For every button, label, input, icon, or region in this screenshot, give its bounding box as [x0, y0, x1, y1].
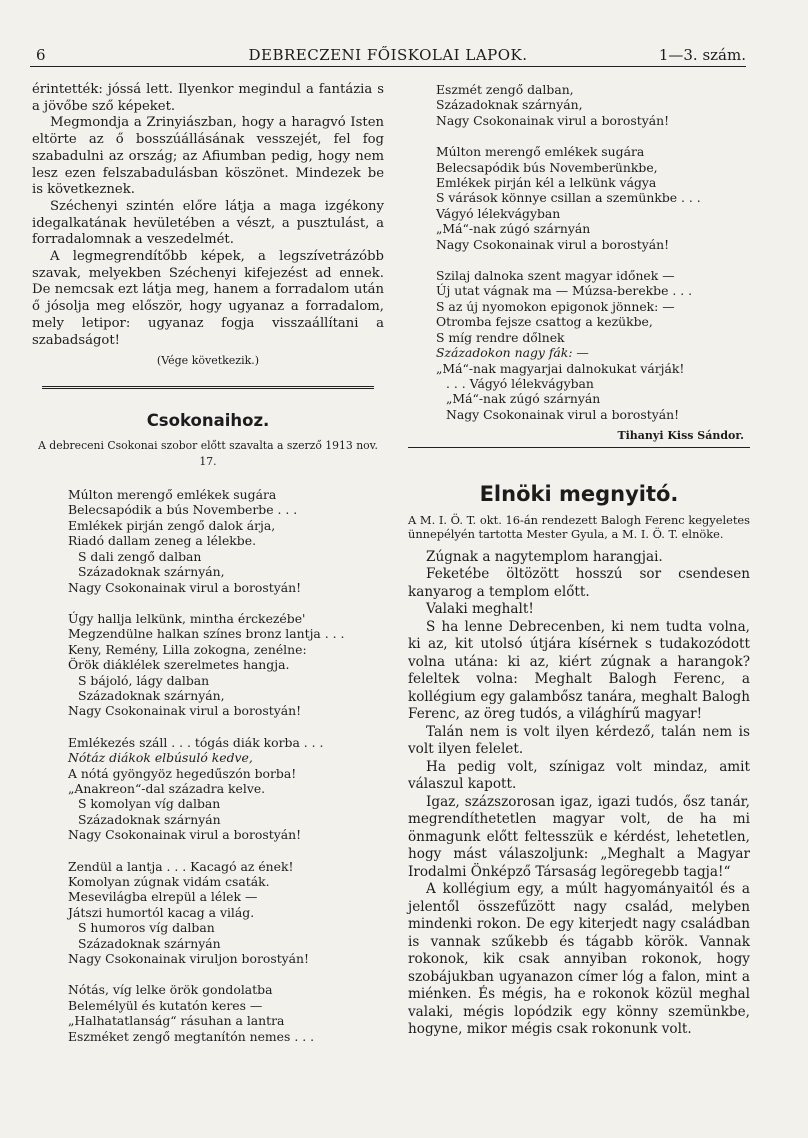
- poem-line: Zendül a lantja . . . Kacagó az ének!: [68, 858, 294, 874]
- speech-paragraph: Zúgnak a nagytemplom harangjai.: [426, 548, 663, 565]
- section-divider: [408, 447, 750, 448]
- poem-line: Szilaj dalnoka szent magyar időnek —: [436, 268, 675, 284]
- poem-line: Nagy Csokonainak virul a borostyán!: [68, 827, 302, 843]
- speech-paragraph: Igaz, százszorosan igaz, igazi tudós, ősz tanár, megrendíthetetlen magyar volt, de ha mi önmagunk előtt feltesszük e kérdést, lehetetlen, hogy mást válaszoljunk: „Meghalt a Magyar Irodalmi Önképző Társaság legöregebb tagja!“: [408, 793, 750, 880]
- journal-title: DEBRECZENI FŐISKOLAI LAPOK.: [248, 46, 528, 64]
- poem-line: Nótáz diákok elbúsuló kedve,: [68, 750, 253, 766]
- poem-line: Komolyan zúgnak vidám csaták.: [68, 874, 270, 889]
- speech-body: [408, 549, 750, 1039]
- poem-line: Keny, Remény, Lilla zokogna, zenélne:: [68, 641, 307, 657]
- poem-line: Belemélyül és kutatón keres —: [68, 997, 263, 1013]
- poem-stanza: [68, 611, 384, 719]
- poem-stanza: [68, 859, 384, 967]
- poem-line: „Anakreon“-dal századra kelve.: [68, 780, 266, 796]
- poem-line: Eszméket zengő megtanítón nemes . . .: [68, 1028, 315, 1044]
- poem-line: Századoknak szárnyán,: [78, 564, 225, 580]
- poem-line: Játszi humortól kacag a világ.: [68, 904, 255, 920]
- poem-line: Megzendülne halkan színes bronz lantja . . .: [68, 626, 345, 642]
- poem-body-right: [408, 82, 750, 422]
- poem-line: Emlékezés száll . . . tógás diák korba . . .: [68, 734, 324, 750]
- article-paragraph: Széchenyi szintén előre látja a maga izgékony idegalkatának hevületében a vészt, a pusztulást, a forradalomnak a veszedelmét.: [32, 198, 384, 248]
- poem-line: S míg rendre dőlnek: [436, 329, 565, 345]
- poem-line: Úgy hallja lelkünk, mintha érckezébe': [68, 610, 306, 626]
- poem-line: Nagy Csokonainak virul a borostyán!: [68, 703, 302, 719]
- poem-line: S dali zengő dalban: [78, 548, 202, 564]
- poem-line: Nótás, víg lelke örök gondolatba: [68, 982, 273, 998]
- poem-subtitle: A debreceni Csokonai szobor előtt szavalta a szerző 1913 nov. 17.: [38, 438, 378, 469]
- speech-paragraph: Ha pedig volt, színigaz volt mindaz, amit válaszul kapott.: [408, 758, 750, 793]
- poem-line: Századokon nagy fák: —: [436, 345, 589, 361]
- speech-paragraph: Valaki meghalt!: [426, 601, 534, 618]
- poem-line: Századoknak szárnyán: [78, 811, 221, 827]
- article-paragraph: Megmondja a Zrinyiászban, hogy a haragvó Isten eltörte az ő bosszúállásának vesszejét, fel fog szabadulni az ország; az Afiumban pedig, hogy nem lesz ezen felszabadulásban köszönet. Mindezek be is következnek.: [32, 115, 384, 198]
- poem-line: S bájoló, lágy dalban: [78, 672, 210, 688]
- poem-line: „Má“-nak magyarjai dalnokukat várják!: [436, 360, 685, 376]
- poem-line: S komolyan víg dalban: [78, 796, 221, 812]
- speech-paragraph: S ha lenne Debrecenben, ki nem tudta volna, ki az, kit utolsó útjára kísérnek s tudakozódott volna utána: ki az, kiért zúgnak a harangok? feleltek volna: Meghalt Balogh Ferenc, a kollégium egy galambősz tanára, meghalt Balogh Ferenc, az öreg tudós, a világhírű magyar!: [408, 618, 750, 723]
- left-column: [32, 82, 384, 1060]
- speech-paragraph: A kollégium egy, a múlt hagyományaitól és a jelentől összefűzött nagy család, melyben mindenki rokon. De egy kiterjedt nagy családban is vannak szűkebb és tágabb körök. Vannak rokonok, kik csak annyiban rokonok, hogy szobájukban ugyanazon címer lóg a falon, mint a miénken. És mégis, ha e rokonok közül meghal valaki, mégis lopódzik egy könny szemünkbe, hogyne, mikor mégis csak rokonunk volt.: [408, 881, 750, 1038]
- speech-title: Elnöki megnyitó.: [479, 481, 679, 506]
- page-header: [30, 44, 746, 67]
- poem-stanza: [436, 82, 750, 128]
- poem-line: Nagy Csokonainak virul a borostyán!: [68, 579, 302, 595]
- section-divider: [42, 386, 374, 391]
- poem-stanza: [68, 982, 384, 1044]
- poem-line: Századoknak szárnyán: [78, 935, 221, 951]
- poem-line: Eszmét zengő dalban,: [436, 82, 574, 97]
- article-paragraph: A legmegrendítőbb képek, a legszívetrázóbb szavak, melyekben Széchenyi kifejezést ad ennek. De nemcsak ezt látja meg, hanem a forradalom után ő jósolja meg először, hogy ugyanaz a forradalom, mely letipor: ugyanaz fogja visszaállítani a szabadságot!: [32, 249, 384, 348]
- poem-line: Belecsapódik a bús Novemberbe . . .: [68, 502, 298, 518]
- poem-line: Mesevilágba elrepül a lélek —: [68, 889, 258, 905]
- poem-line: Otromba fejsze csattog a kezükbe,: [436, 314, 653, 330]
- right-column: [408, 82, 750, 1039]
- continued-note: (Vége következik.): [156, 354, 260, 368]
- poem-line: Nagy Csokonainak viruljon borostyán!: [68, 951, 310, 967]
- poem-line: Századoknak szárnyán,: [436, 97, 583, 113]
- poem-body-left: [32, 487, 384, 1044]
- article-continuation: [32, 82, 384, 370]
- speech-paragraph: Feketébe öltözött hosszú sor csendesen kanyarog a templom előtt.: [408, 566, 750, 600]
- poem-line: Emlékek pirján zengő dalok árja,: [68, 517, 276, 533]
- poem-line: Emlékek pirján kél a lelkünk vágya: [436, 175, 657, 191]
- poem-line: Nagy Csokonainak virul a borostyán!: [436, 112, 670, 128]
- poem-line: Belecsapódik bús Novemberünkbe,: [436, 159, 658, 175]
- poem-line: S az új nyomokon epigonok jönnek: —: [436, 298, 675, 314]
- poem-line: Nagy Csokonainak virul a borostyán!: [436, 236, 670, 252]
- poem-line: Múlton merengő emlékek sugára: [436, 144, 645, 160]
- poem-stanza: [68, 487, 384, 595]
- poem-signature: Tihanyi Kiss Sándor.: [617, 429, 744, 443]
- poem-line: Örök diáklélek szerelmetes hangja.: [68, 657, 290, 673]
- poem-line: „Má“-nak zúgó szárnyán: [446, 391, 601, 407]
- poem-line: Századoknak szárnyán,: [78, 687, 225, 703]
- poem-line: Riadó dallam zeneg a lélekbe.: [68, 533, 257, 549]
- poem-line: Új utat vágnak ma — Múzsa-berekbe . . .: [436, 283, 693, 299]
- poem-stanza: [436, 268, 750, 422]
- article-paragraph: érintették: jóssá lett. Ilyenkor megindul a fantázia s a jövőbe sző képeket.: [32, 82, 384, 114]
- poem-line: A nótá gyöngyöz hegedűszón borba!: [68, 765, 297, 781]
- issue-number: 1—3. szám.: [658, 46, 746, 64]
- poem-line: „Má“-nak zúgó szárnyán: [436, 221, 591, 237]
- speech-intro: A M. I. Ö. T. okt. 16-án rendezett Balogh Ferenc kegyeletes ünnepélyén tartotta Mester Gyula, a M. I. Ö. T. elnöke.: [408, 512, 750, 541]
- poem-line: S humoros víg dalban: [78, 920, 215, 936]
- poem-line: S várások könnye csillan a szemünkbe . . .: [436, 190, 701, 206]
- poem-line: „Halhatatlanság“ rásuhan a lantra: [68, 1013, 285, 1029]
- poem-line: . . . Vágyó lélekvágyban: [446, 375, 594, 391]
- poem-line: Múlton merengő emlékek sugára: [68, 487, 277, 503]
- poem-line: Nagy Csokonainak virul a borostyán!: [446, 406, 680, 422]
- poem-stanza: [436, 144, 750, 252]
- page-number: 6: [36, 46, 46, 64]
- speech-paragraph: Talán nem is volt ilyen kérdező, talán nem is volt ilyen felelet.: [408, 723, 750, 758]
- poem-stanza: [68, 735, 384, 843]
- poem-line: Vágyó lélekvágyban: [436, 205, 561, 221]
- poem-title: Csokonaihoz.: [146, 410, 270, 430]
